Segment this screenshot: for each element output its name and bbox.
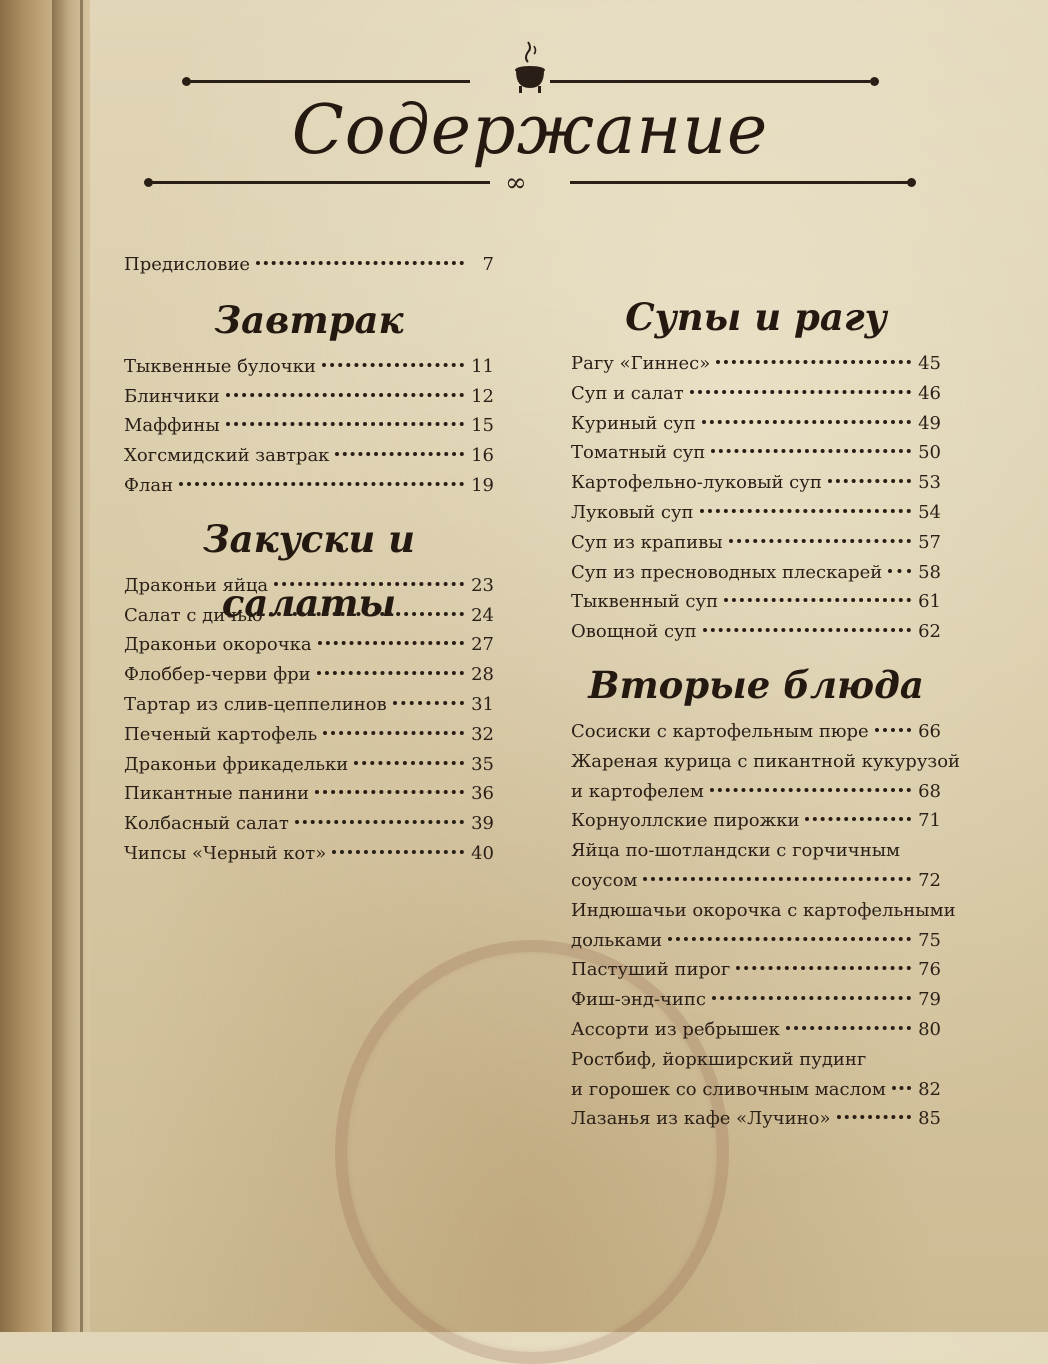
toc-entry-page: 40 bbox=[471, 842, 494, 864]
toc-entry-label-line1: Индюшачьи окорочка с картофельными bbox=[571, 899, 956, 921]
leader-dots bbox=[295, 820, 464, 824]
toc-entry-label: Драконьи фрикадельки bbox=[124, 753, 349, 775]
toc-entry[interactable] bbox=[571, 747, 961, 807]
toc-entry[interactable] bbox=[571, 1045, 941, 1105]
toc-entry-page: 24 bbox=[471, 604, 494, 626]
toc-entry-page: 76 bbox=[918, 959, 941, 981]
toc-entry[interactable] bbox=[124, 779, 494, 809]
toc-entry-page: 68 bbox=[918, 780, 941, 802]
toc-entry-page: 58 bbox=[918, 561, 941, 583]
toc-entry-page: 85 bbox=[918, 1108, 941, 1130]
toc-entry-page: 50 bbox=[918, 442, 941, 464]
toc-entry-page: 82 bbox=[918, 1078, 941, 1100]
leader-dots bbox=[643, 877, 911, 881]
toc-entry[interactable] bbox=[571, 558, 941, 588]
section-title-breakfast: Завтрак bbox=[214, 297, 404, 342]
toc-entry-page: 35 bbox=[471, 753, 494, 775]
toc-entry-label: Пастуший пирог bbox=[571, 959, 731, 981]
leader-dots bbox=[256, 261, 464, 265]
toc-entry[interactable] bbox=[571, 1015, 941, 1045]
toc-entry-label: Пикантные панини bbox=[124, 783, 310, 805]
toc-entry-page: 71 bbox=[918, 810, 941, 832]
toc-entry-page: 80 bbox=[918, 1018, 941, 1040]
section-title-mains: Вторые блюда bbox=[588, 662, 924, 707]
toc-entry-label: Печеный картофель bbox=[124, 723, 318, 745]
toc-entry-label: Куриный суп bbox=[571, 412, 696, 434]
toc-entry-page: 39 bbox=[471, 813, 494, 835]
toc-entry-label: Колбасный салат bbox=[124, 813, 289, 835]
toc-entry[interactable] bbox=[124, 690, 494, 720]
toc-entry[interactable] bbox=[571, 438, 941, 468]
toc-list-mains bbox=[571, 717, 961, 1134]
toc-entry[interactable] bbox=[571, 468, 941, 498]
toc-entry-page: 75 bbox=[918, 929, 941, 951]
toc-entry-label: Лазанья из кафе «Лучино» bbox=[571, 1108, 831, 1130]
toc-entry-label: Чипсы «Черный кот» bbox=[124, 842, 327, 864]
toc-entry-page: 27 bbox=[471, 634, 494, 656]
toc-entry-page: 16 bbox=[471, 445, 494, 467]
leader-dots bbox=[323, 731, 464, 735]
title-block bbox=[150, 40, 910, 210]
toc-entry[interactable] bbox=[124, 839, 494, 869]
leader-dots bbox=[888, 569, 911, 573]
page-edge-line bbox=[80, 0, 83, 1332]
swirl-ornament-icon: ∞ bbox=[505, 168, 527, 198]
toc-entry-label: Тартар из слив-цеппелинов bbox=[124, 693, 387, 715]
leader-dots bbox=[702, 420, 911, 424]
leader-dots bbox=[703, 628, 911, 632]
toc-list-snacks bbox=[124, 571, 494, 869]
leader-dots bbox=[226, 393, 464, 397]
toc-entry-page: 19 bbox=[471, 474, 494, 496]
toc-entry-page: 11 bbox=[471, 355, 494, 377]
leader-dots bbox=[716, 360, 911, 364]
leader-dots bbox=[668, 937, 911, 941]
leader-dots bbox=[700, 509, 911, 513]
leader-dots bbox=[318, 641, 464, 645]
toc-entry[interactable] bbox=[571, 955, 941, 985]
toc-entry[interactable] bbox=[571, 409, 941, 439]
rule-dot bbox=[870, 77, 879, 86]
toc-entry-page: 31 bbox=[471, 693, 494, 715]
leader-dots bbox=[892, 1086, 911, 1090]
leader-dots bbox=[315, 790, 464, 794]
toc-entry[interactable] bbox=[124, 750, 494, 780]
toc-entry-label: Маффины bbox=[124, 415, 220, 437]
leader-dots bbox=[710, 788, 911, 792]
toc-entry-page: 12 bbox=[471, 385, 494, 407]
toc-entry-label-line1: Ростбиф, йоркширский пудинг bbox=[571, 1048, 867, 1070]
toc-entry[interactable] bbox=[571, 717, 941, 747]
leader-dots bbox=[724, 598, 911, 602]
toc-entry[interactable] bbox=[571, 836, 941, 896]
section-title-snacks: Закуски и салаты bbox=[202, 516, 416, 625]
leader-dots bbox=[332, 850, 464, 854]
leader-dots bbox=[875, 728, 911, 732]
rule-dot bbox=[182, 77, 191, 86]
toc-entry-label: дольками bbox=[571, 929, 663, 951]
toc-entry-page: 53 bbox=[918, 472, 941, 494]
toc-entry-label: Овощной суп bbox=[571, 621, 697, 643]
leader-dots bbox=[354, 761, 464, 765]
toc-entry-label: Драконьи яйца bbox=[124, 574, 269, 596]
rule-dot bbox=[144, 178, 153, 187]
leader-dots bbox=[805, 817, 911, 821]
toc-entry-label: Суп из пресноводных плескарей bbox=[571, 561, 883, 583]
toc-entry-page: 72 bbox=[918, 869, 941, 891]
toc-entry-page: 46 bbox=[918, 382, 941, 404]
title-rule-top-left bbox=[190, 80, 470, 83]
toc-entry-label: Ассорти из ребрышек bbox=[571, 1018, 780, 1040]
toc-entry[interactable] bbox=[124, 630, 494, 660]
leader-dots bbox=[274, 582, 464, 586]
toc-entry[interactable] bbox=[124, 382, 494, 412]
toc-entry-label: Предисловие bbox=[124, 254, 251, 275]
toc-entry[interactable] bbox=[571, 1104, 941, 1134]
toc-entry-label-line1: Яйца по-шотландски с горчичным bbox=[571, 840, 901, 862]
toc-entry[interactable] bbox=[124, 471, 494, 501]
toc-entry-page: 62 bbox=[918, 621, 941, 643]
toc-entry-page: 36 bbox=[471, 783, 494, 805]
toc-entry-page: 32 bbox=[471, 723, 494, 745]
toc-entry[interactable] bbox=[571, 896, 956, 956]
leader-dots bbox=[322, 363, 464, 367]
leader-dots bbox=[711, 449, 911, 453]
toc-entry[interactable] bbox=[571, 379, 941, 409]
toc-column-left bbox=[124, 250, 494, 869]
toc-entry-preface[interactable] bbox=[124, 250, 494, 280]
leader-dots bbox=[317, 671, 464, 675]
toc-entry-page: 49 bbox=[918, 412, 941, 434]
toc-entry[interactable] bbox=[124, 441, 494, 471]
leader-dots bbox=[786, 1026, 911, 1030]
toc-entry-label: Тыквенный суп bbox=[571, 591, 719, 613]
leader-dots bbox=[226, 422, 464, 426]
toc-list-breakfast bbox=[124, 352, 494, 501]
toc-entry-label: Флоббер-черви фри bbox=[124, 664, 311, 686]
toc-entry[interactable] bbox=[124, 720, 494, 750]
toc-entry-label: соусом bbox=[571, 869, 638, 891]
leader-dots bbox=[736, 966, 911, 970]
toc-column-right bbox=[571, 285, 961, 1134]
leader-dots bbox=[690, 390, 911, 394]
leader-dots bbox=[837, 1115, 911, 1119]
toc-entry[interactable] bbox=[571, 985, 941, 1015]
toc-entry-label: Луковый суп bbox=[571, 501, 694, 523]
toc-entry[interactable] bbox=[571, 528, 941, 558]
toc-entry[interactable] bbox=[124, 660, 494, 690]
toc-entry-label: и картофелем bbox=[571, 780, 704, 802]
title-rule-top-right bbox=[550, 80, 870, 83]
toc-entry-label: Корнуоллские пирожки bbox=[571, 810, 800, 832]
title-rule-bottom-left bbox=[150, 181, 490, 184]
leader-dots bbox=[179, 482, 464, 486]
toc-entry-page: 79 bbox=[918, 989, 941, 1011]
toc-entry-label: и горошек со сливочным маслом bbox=[571, 1078, 886, 1100]
toc-entry-label: Томатный суп bbox=[571, 442, 706, 464]
toc-entry[interactable] bbox=[571, 617, 941, 647]
toc-entry[interactable] bbox=[571, 498, 941, 528]
page-title: Содержание bbox=[291, 91, 769, 170]
toc-entry[interactable] bbox=[124, 352, 494, 382]
toc-entry-label: Хогсмидский завтрак bbox=[124, 445, 330, 467]
leader-dots bbox=[712, 996, 911, 1000]
section-title-soups: Супы и рагу bbox=[625, 295, 887, 339]
toc-entry-label: Фиш-энд-чипс bbox=[571, 989, 706, 1011]
toc-entry[interactable] bbox=[571, 349, 941, 379]
toc-entry-page: 66 bbox=[918, 720, 941, 742]
toc-entry[interactable] bbox=[124, 411, 494, 441]
toc-entry-label: Флан bbox=[124, 474, 174, 496]
toc-entry-label: Блинчики bbox=[124, 385, 220, 407]
leader-dots bbox=[729, 539, 911, 543]
toc-entry-page: 15 bbox=[471, 415, 494, 437]
title-rule-bottom-right bbox=[570, 181, 910, 184]
toc-entry-label: Суп из крапивы bbox=[571, 531, 723, 553]
leader-dots bbox=[828, 479, 911, 483]
toc-entry-page: 54 bbox=[918, 501, 941, 523]
toc-entry-label: Суп и салат bbox=[571, 382, 684, 404]
leader-dots bbox=[393, 701, 464, 705]
leader-dots bbox=[335, 452, 464, 456]
toc-entry-page: 57 bbox=[918, 531, 941, 553]
toc-entry[interactable] bbox=[571, 806, 941, 836]
toc-entry-label: Сосиски с картофельным пюре bbox=[571, 720, 869, 742]
leader-dots bbox=[269, 612, 464, 616]
toc-list-soups bbox=[571, 349, 941, 647]
rule-dot bbox=[907, 178, 916, 187]
toc-entry-label: Картофельно-луковый суп bbox=[571, 472, 822, 494]
toc-entry-page: 61 bbox=[918, 591, 941, 613]
toc-entry-page: 7 bbox=[482, 254, 494, 275]
toc-entry-label: Тыквенные булочки bbox=[124, 355, 316, 377]
toc-entry-label: Салат с дичью bbox=[124, 604, 263, 626]
toc-entry[interactable] bbox=[124, 809, 494, 839]
toc-entry-page: 23 bbox=[471, 574, 494, 596]
toc-entry[interactable] bbox=[571, 587, 941, 617]
toc-entry-label: Рагу «Гиннес» bbox=[571, 353, 711, 374]
toc-entry-page: 45 bbox=[918, 353, 941, 374]
toc-entry-label-line1: Жареная курица с пикантной кукурузой bbox=[571, 750, 961, 772]
toc-entry-label: Драконьи окорочка bbox=[124, 634, 312, 656]
toc-entry-page: 28 bbox=[471, 664, 494, 686]
